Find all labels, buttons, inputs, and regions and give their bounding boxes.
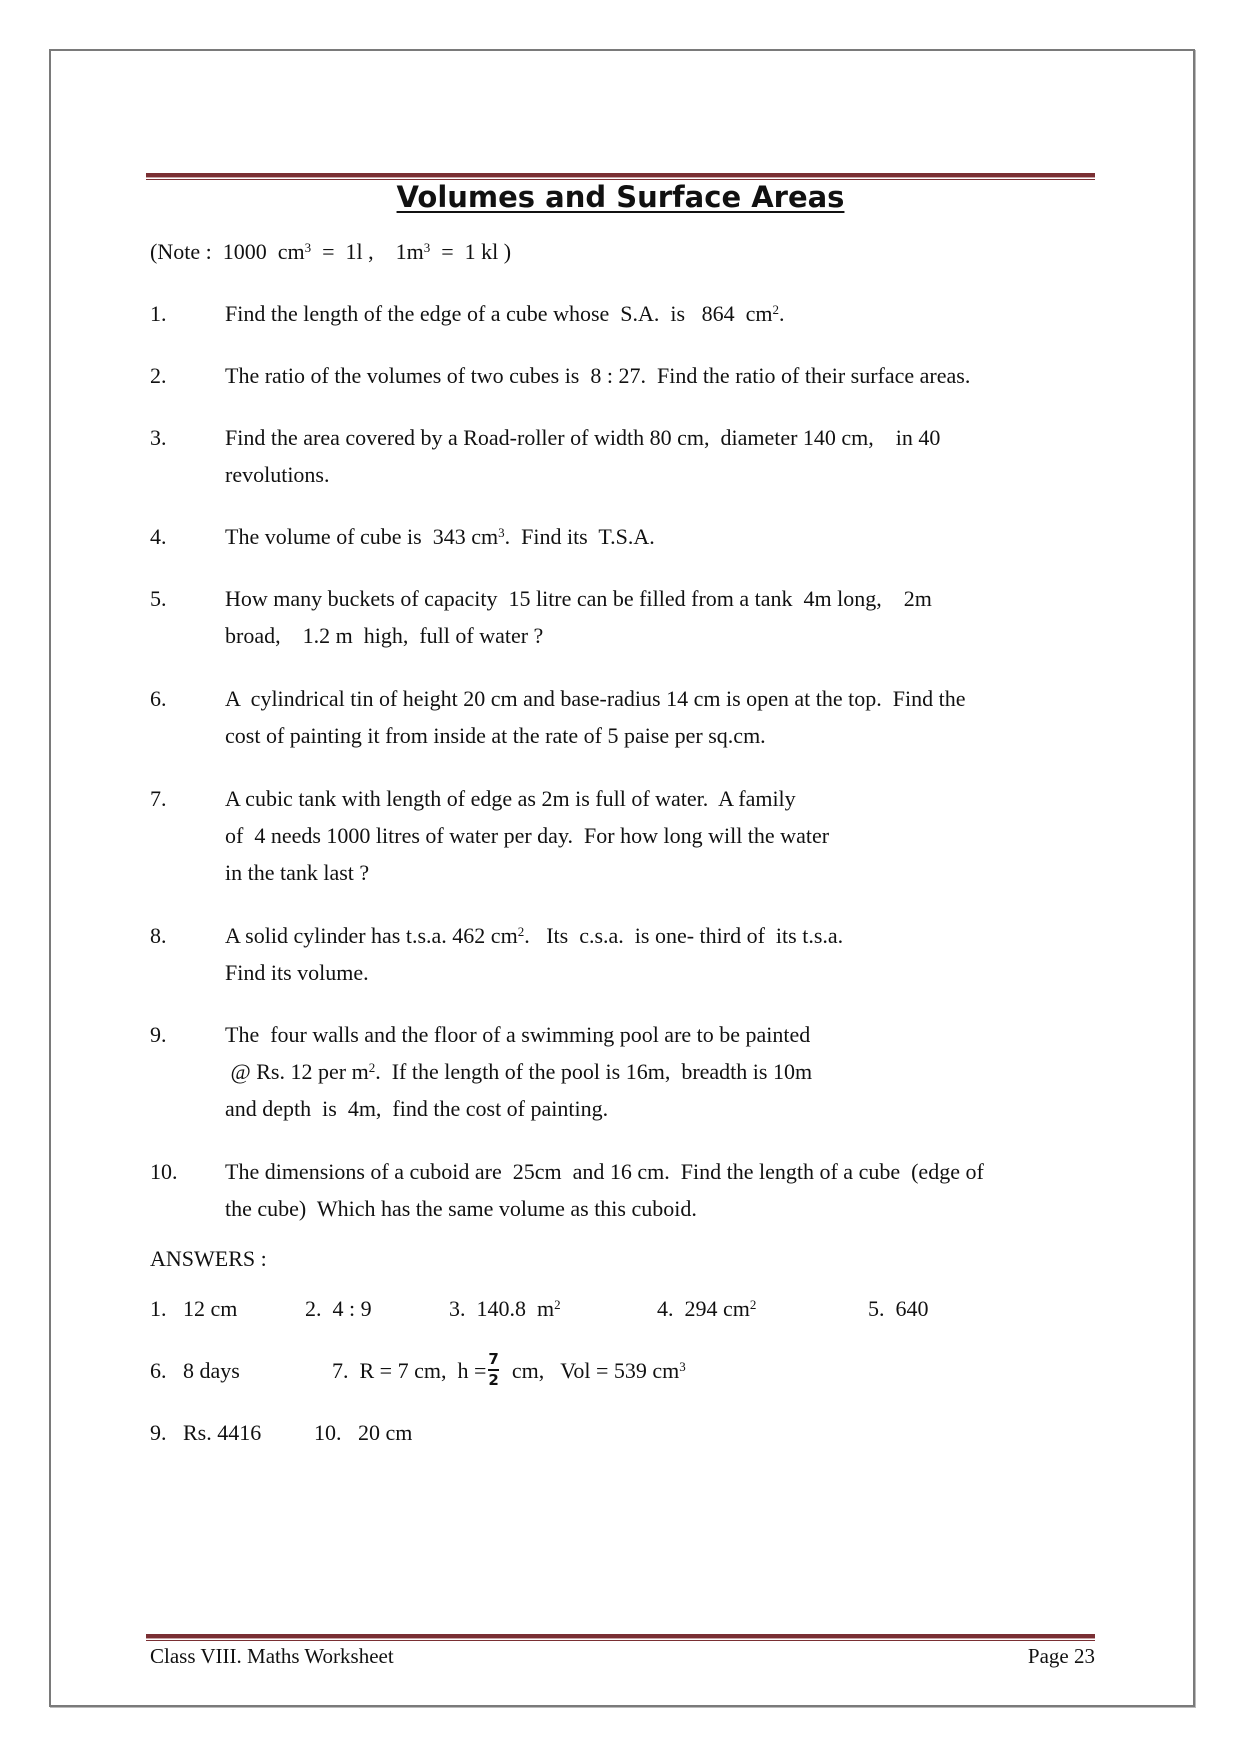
question-5 <box>225 580 1095 654</box>
answer-text: cm, Vol = 539 cm <box>500 1358 680 1383</box>
question-number: 4. <box>150 524 167 549</box>
question-sup: 2 <box>368 1060 376 1075</box>
question-sup: 2 <box>517 924 525 939</box>
question-number: 10. <box>150 1159 178 1184</box>
question-text: How many buckets of capacity 15 litre can be filled from a tank 4m long, 2m broad, 1.2 m high, full of water ? <box>225 586 932 648</box>
answer-sup: 2 <box>554 1297 561 1312</box>
header-rule <box>146 173 1095 178</box>
footer-worksheet-label: Class VIII. Maths Worksheet <box>150 1644 394 1668</box>
answer-3 <box>449 1290 561 1327</box>
question-9 <box>225 1016 1095 1127</box>
question-text: . <box>778 301 785 326</box>
question-text: Find the length of the edge of a cube whose S.A. is 864 cm <box>225 301 773 326</box>
question-text: Find the area covered by a Road-roller of width 80 cm, diameter 140 cm, in 40 revolutions. <box>225 425 941 487</box>
answer-sup: 3 <box>679 1359 686 1374</box>
question-1 <box>225 295 1095 332</box>
question-number: 1. <box>150 301 167 326</box>
note-text: = 1 kl ) <box>430 239 512 264</box>
unit-note <box>150 233 511 270</box>
question-sup: 3 <box>498 525 505 540</box>
footer-rule <box>146 1634 1095 1639</box>
question-3 <box>225 419 1095 493</box>
question-2 <box>225 357 1095 394</box>
footer-page-number: Page 23 <box>1027 1644 1095 1668</box>
answer-text: 3. 140.8 m <box>449 1296 555 1321</box>
question-text: The dimensions of a cuboid are 25cm and 16 cm. Find the length of a cube (edge of the cube) Which has the same volume as this cuboid. <box>225 1159 984 1221</box>
answer-2: 2. 4 : 9 <box>305 1296 372 1321</box>
question-text: A cylindrical tin of height 20 cm and base-radius 14 cm is open at the top. Find the cost of painting it from inside at the rate of 5 paise per sq.cm. <box>225 686 966 748</box>
page-title: Volumes and Surface Areas <box>396 180 845 214</box>
answer-10: 10. 20 cm <box>314 1420 413 1445</box>
question-number: 7. <box>150 786 167 811</box>
answer-6: 6. 8 days <box>150 1358 240 1383</box>
note-sup: 3 <box>304 240 312 255</box>
answers-heading: ANSWERS : <box>150 1246 267 1271</box>
question-text: The four walls and the floor of a swimming pool are to be painted @ Rs. 12 per m <box>225 1022 811 1084</box>
question-7 <box>225 780 1095 891</box>
question-number: 3. <box>150 425 167 450</box>
answer-4 <box>657 1290 756 1327</box>
question-text: The ratio of the volumes of two cubes is 8 : 27. Find the ratio of their surface areas. <box>225 363 971 388</box>
fraction-numerator: 7 <box>488 1349 499 1368</box>
answer-9: 9. Rs. 4416 <box>150 1420 262 1445</box>
question-number: 6. <box>150 686 167 711</box>
answer-7 <box>332 1349 686 1392</box>
question-number: 5. <box>150 586 167 611</box>
fraction-denominator: 2 <box>488 1370 499 1389</box>
question-6 <box>225 680 1095 754</box>
question-text: . Its c.s.a. is one- third of its t.s.a. Find its volume. <box>225 923 844 985</box>
question-number: 2. <box>150 363 167 388</box>
question-4 <box>225 518 1095 555</box>
note-text: (Note : 1000 cm <box>150 239 305 264</box>
question-text: A cubic tank with length of edge as 2m is full of water. A family of 4 needs 1000 litres of water per day. For how long will the water in the tank last ? <box>225 786 830 885</box>
answer-sup: 2 <box>749 1297 757 1312</box>
answer-text: 4. 294 cm <box>657 1296 750 1321</box>
question-number: 9. <box>150 1022 167 1047</box>
question-8 <box>225 917 1095 991</box>
question-10 <box>225 1153 1095 1227</box>
question-text: . If the length of the pool is 16m, breadth is 10m and depth is 4m, find the cost of painting. <box>225 1059 813 1121</box>
fraction-seven-halves <box>488 1351 498 1389</box>
answer-text: 7. R = 7 cm, h = <box>332 1358 487 1383</box>
question-text: The volume of cube is 343 cm <box>225 524 499 549</box>
question-number: 8. <box>150 923 167 948</box>
question-sup: 2 <box>772 302 779 317</box>
answer-5: 5. 640 <box>868 1296 929 1321</box>
answer-1: 1. 12 cm <box>150 1296 238 1321</box>
note-text: = 1l , 1m <box>311 239 424 264</box>
question-text: A solid cylinder has t.s.a. 462 cm <box>225 923 518 948</box>
question-text: . Find its T.S.A. <box>504 524 655 549</box>
note-sup: 3 <box>423 240 431 255</box>
